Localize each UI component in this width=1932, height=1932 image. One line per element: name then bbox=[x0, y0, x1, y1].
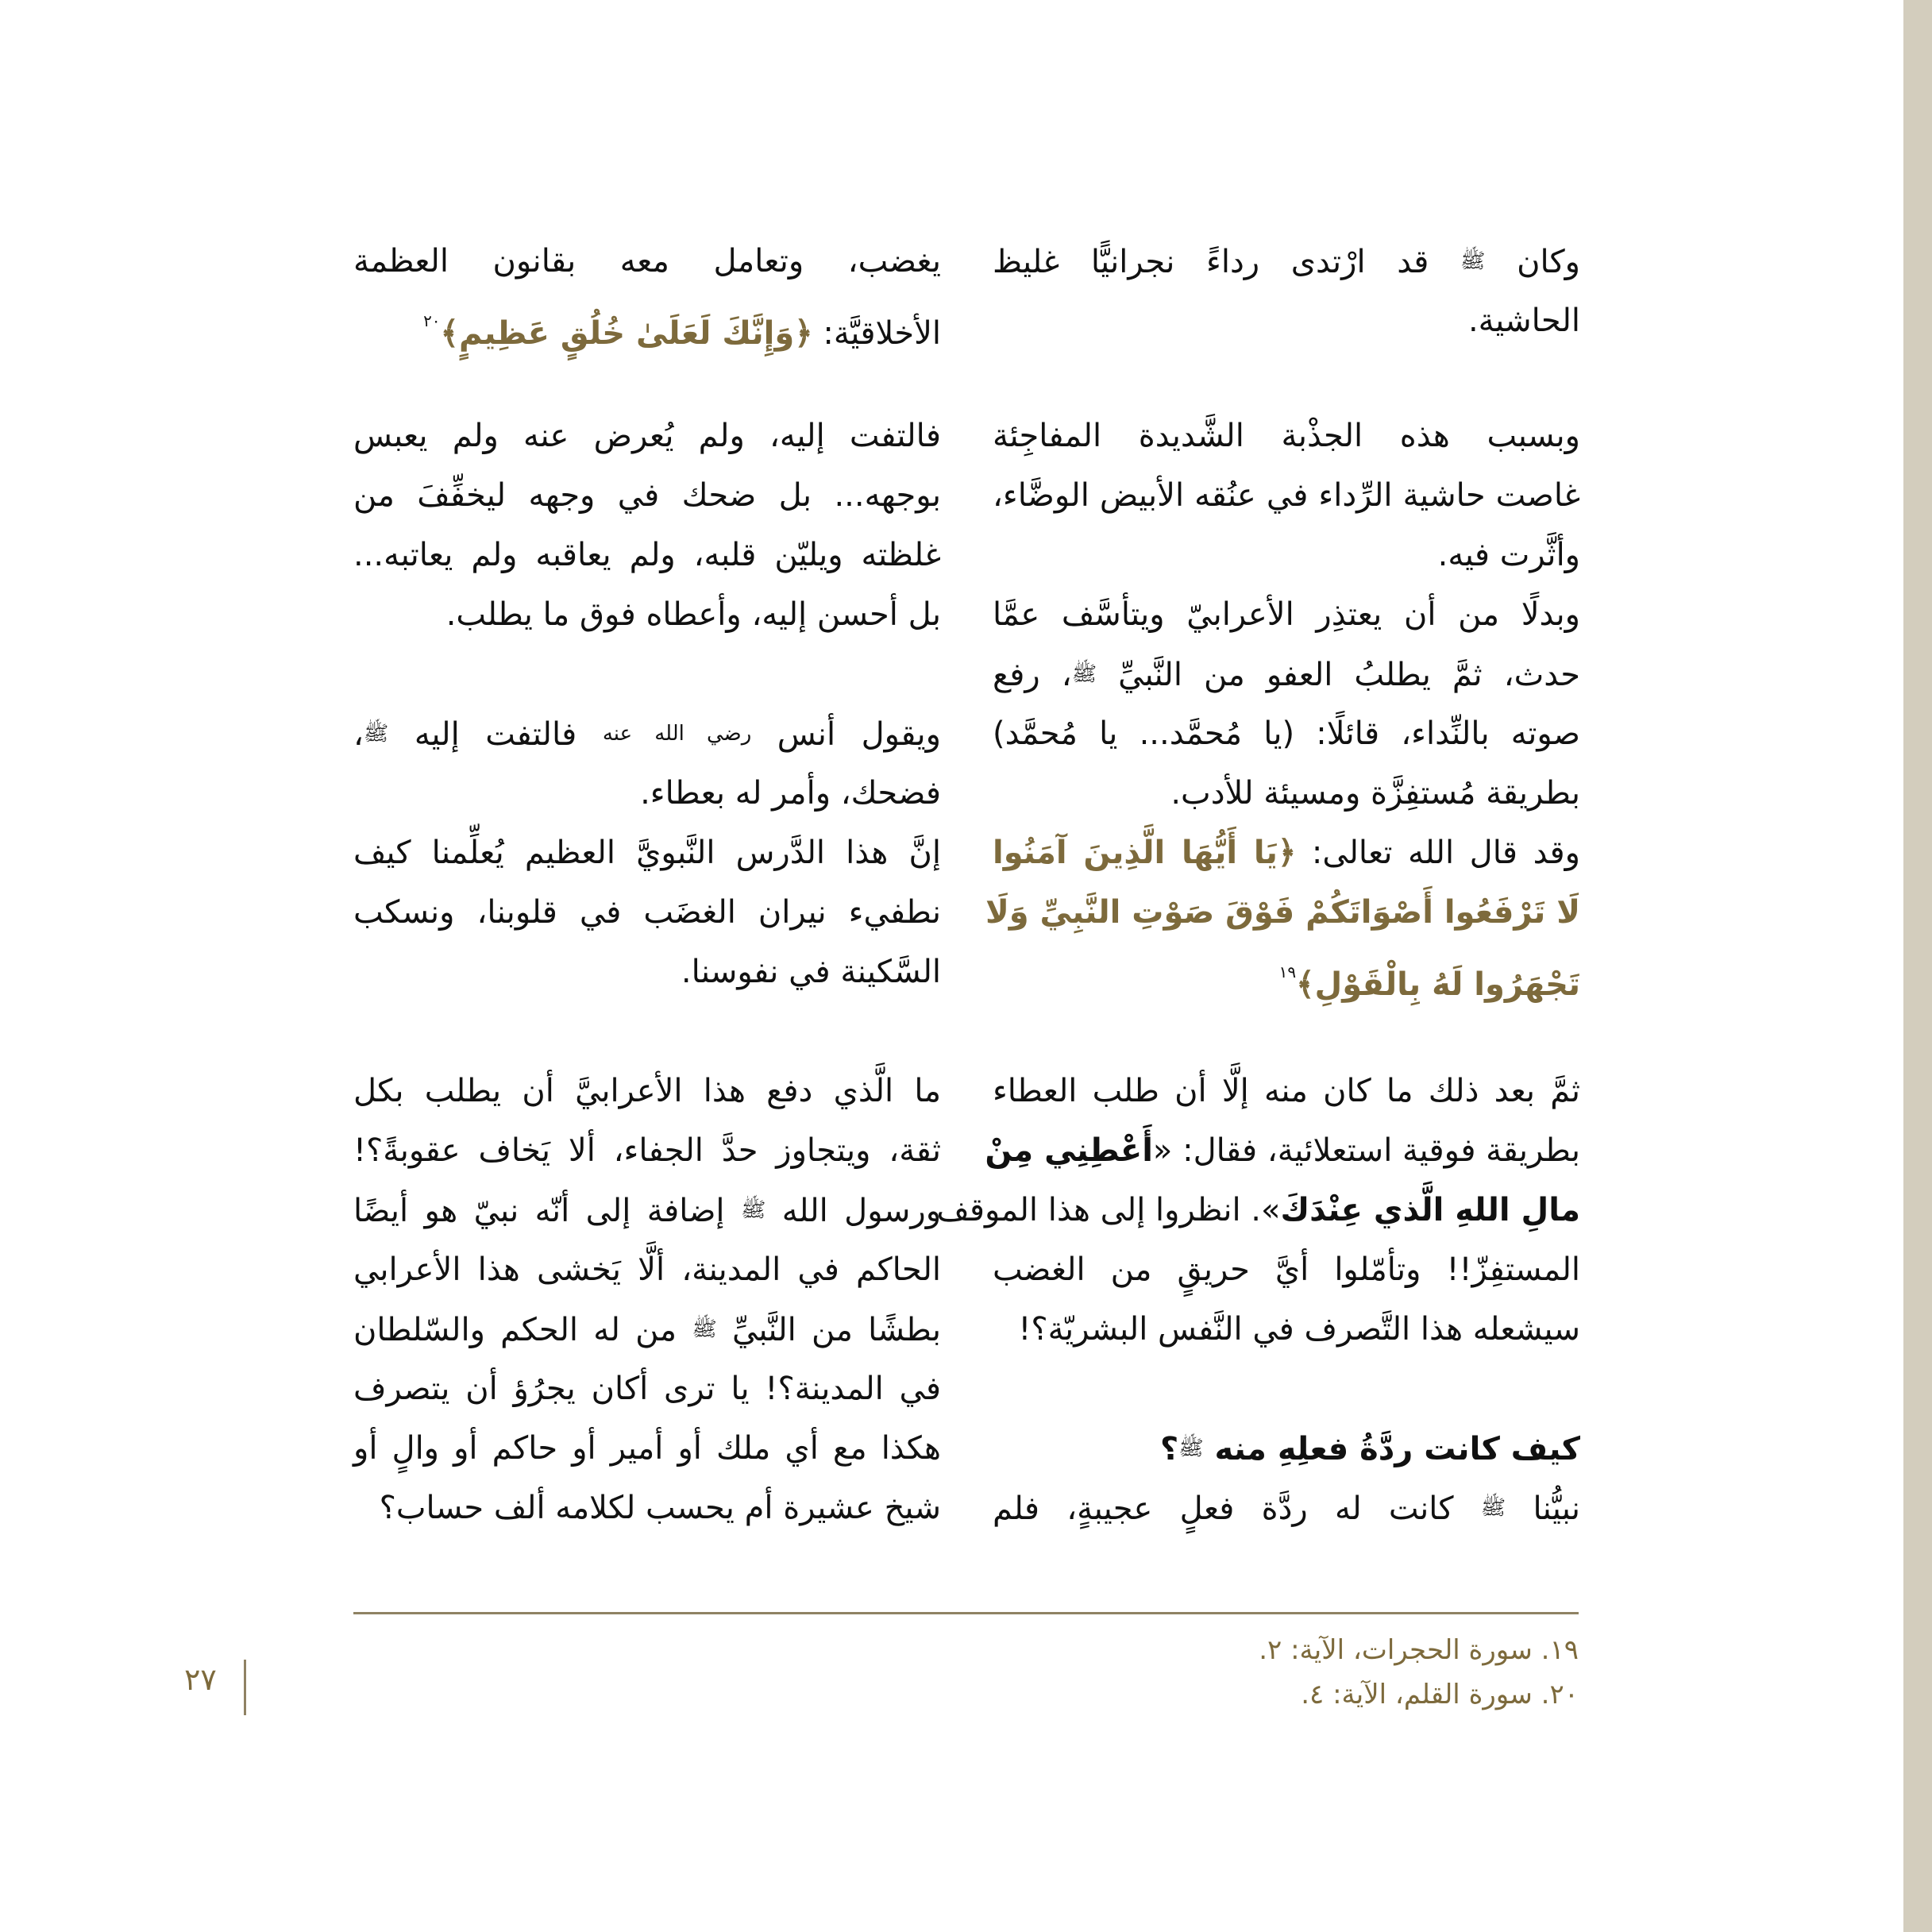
text-segment: نطفيء نيران الغضَب في قلوبنا، ونسكب bbox=[353, 894, 941, 931]
text-line bbox=[993, 1300, 1580, 1359]
text-segment: ويقول أنس bbox=[751, 716, 941, 753]
honorific-ligature-icon: ﷺ bbox=[1178, 1436, 1204, 1460]
honorific-ligature-icon: ﷺ bbox=[1071, 662, 1097, 686]
text-segment: بوجهه... بل ضحك في وجهه ليخفِّفَ من bbox=[353, 477, 941, 514]
text-segment: كانت له ردَّة فعلٍ عجيبةٍ، فلم bbox=[993, 1490, 1481, 1527]
text-line bbox=[993, 407, 1580, 465]
honorific-ligature-icon: ﷺ bbox=[740, 1198, 766, 1222]
text-line bbox=[993, 1419, 1580, 1478]
footnote-19: ١٩. سورة الحجرات، الآية: ٢. bbox=[1259, 1634, 1579, 1666]
text-line bbox=[353, 764, 941, 823]
bold-text: كيف كانت ردَّةُ فعلِهِ منه bbox=[1203, 1431, 1580, 1467]
text-segment: وبدلًا من أن يعتذِر الأعرابيّ ويتأسَّف عمَّا bbox=[993, 596, 1580, 633]
honorific-ligature-icon: ﷺ bbox=[363, 722, 389, 746]
text-segment: سيشعله هذا التَّصرف في النَّفس البشريّة؟! bbox=[1018, 1311, 1580, 1348]
right-column bbox=[936, 0, 1581, 1588]
text-segment: السَّكينة في نفوسنا. bbox=[681, 954, 941, 990]
quran-verse: تَجْهَرُوا لَهُ بِالْقَوْلِ﴾ bbox=[1296, 966, 1580, 1003]
text-line bbox=[353, 1062, 941, 1120]
footnotes bbox=[993, 1628, 1579, 1717]
footnote-marker: ٢٠ bbox=[423, 311, 441, 330]
text-segment: المستفِزّ!! وتأمّلوا أيَّ حريقٍ من الغضب bbox=[993, 1251, 1580, 1288]
text-line bbox=[993, 1479, 1580, 1537]
text-line bbox=[353, 1359, 941, 1418]
text-line bbox=[993, 823, 1580, 882]
text-segment: بطشًا من النَّبيِّ bbox=[716, 1312, 941, 1348]
text-line bbox=[353, 1419, 941, 1478]
text-line bbox=[993, 232, 1580, 291]
text-segment: فضحك، وأمر له بعطاء. bbox=[640, 775, 941, 812]
text-line bbox=[353, 466, 941, 525]
text-line bbox=[993, 704, 1580, 763]
text-segment: إنَّ هذا الدَّرس النَّبويَّ العظيم يُعلِّمنا كيف bbox=[353, 835, 941, 871]
footnote-separator bbox=[353, 1612, 1579, 1614]
text-line bbox=[993, 1240, 1580, 1299]
text-line bbox=[993, 466, 1580, 525]
text-segment: ما الَّذي دفع هذا الأعرابيَّ أن يطلب بكل bbox=[353, 1073, 941, 1109]
text-line bbox=[936, 1181, 1580, 1240]
text-segment: صوته بالنِّداء، قائلًا: (يا مُحمَّد... يا مُحمَّد) bbox=[993, 715, 1580, 752]
text-segment: في المدينة؟! يا ترى أكان يجرُؤ أن يتصرف bbox=[353, 1371, 941, 1407]
page-number-rule bbox=[244, 1660, 246, 1715]
text-segment: بل أحسن إليه، وأعطاه فوق ما يطلب. bbox=[445, 596, 941, 633]
text-line bbox=[353, 526, 941, 584]
text-segment: ثقة، ويتجاوز حدَّ الجفاء، ألا يَخاف عقوبةً؟! bbox=[353, 1132, 941, 1169]
text-segment: إضافة إلى أنّه نبيّ هو أيضًا bbox=[353, 1193, 741, 1229]
text-segment: ». انظروا إلى هذا الموقف bbox=[936, 1192, 1281, 1228]
text-segment: ثمَّ بعد ذلك ما كان منه إلَّا أن طلب العطاء bbox=[993, 1073, 1580, 1109]
text-line bbox=[993, 526, 1580, 584]
text-segment: يغضب، وتعامل معه بقانون العظمة bbox=[353, 243, 941, 280]
text-line bbox=[353, 291, 941, 350]
text-line bbox=[353, 883, 941, 942]
text-line bbox=[353, 585, 941, 644]
text-segment: الحاكم في المدينة، ألَّا يَخشى هذا الأعرابي bbox=[353, 1251, 941, 1288]
quran-verse: ﴿يَا أَيُّهَا الَّذِينَ آمَنُوا bbox=[993, 835, 1297, 871]
text-line bbox=[985, 883, 1580, 942]
honorific-ligature-icon: ﷺ bbox=[1480, 1496, 1506, 1520]
text-segment: ، رفع bbox=[993, 657, 1072, 693]
left-column bbox=[353, 0, 941, 1588]
text-segment: من له الحكم والسّلطان bbox=[353, 1312, 692, 1348]
honorific-ligature-icon: ﷺ bbox=[692, 1317, 717, 1341]
page-number: ٢٧ bbox=[184, 1662, 217, 1697]
text-line bbox=[353, 704, 941, 763]
text-line bbox=[993, 764, 1580, 823]
text-segment: وأثَّرت فيه. bbox=[1437, 537, 1580, 573]
text-segment: نبيُّنا bbox=[1506, 1490, 1581, 1527]
page-edge-band bbox=[1903, 0, 1932, 1932]
text-segment: فالتفت إليه، ولم يُعرض عنه ولم يعبس bbox=[353, 418, 941, 454]
text-segment: فالتفت إليه bbox=[388, 716, 603, 753]
footnote-marker: ١٩ bbox=[1278, 962, 1297, 981]
bold-text: أَعْطِنِي مِنْ bbox=[985, 1132, 1153, 1169]
text-line bbox=[985, 1121, 1580, 1180]
text-segment: وقد قال الله تعالى: bbox=[1296, 835, 1580, 871]
honorific-ligature-icon: ﷺ bbox=[1460, 249, 1486, 273]
bold-text: ؟ bbox=[1160, 1431, 1179, 1467]
text-segment: غلظته ويليّن قلبه، ولم يعاقبه ولم يعاتبه... bbox=[353, 537, 941, 573]
text-line bbox=[353, 232, 941, 291]
text-segment: ، bbox=[353, 716, 364, 753]
text-segment: شيخ عشيرة أم يحسب لكلامه ألف حساب؟ bbox=[379, 1490, 941, 1526]
text-segment: ورسول الله bbox=[765, 1193, 942, 1229]
text-segment: بطريقة مُستفِزَّة ومسيئة للأدب. bbox=[1170, 775, 1580, 812]
text-segment: الأخلاقيَّة: bbox=[812, 315, 941, 352]
text-segment: بطريقة فوقية استعلائية، فقال: « bbox=[1152, 1132, 1580, 1169]
text-line bbox=[353, 407, 941, 465]
bold-text: مالِ اللهِ الَّذي عِنْدَكَ bbox=[1280, 1192, 1580, 1228]
text-line bbox=[993, 943, 1580, 1001]
text-segment: وكان bbox=[1485, 244, 1580, 280]
text-line bbox=[993, 291, 1580, 350]
text-line bbox=[353, 1479, 941, 1537]
quran-verse: ﴿وَإِنَّكَ لَعَلَىٰ خُلُقٍ عَظِيمٍ﴾ bbox=[440, 315, 813, 352]
quran-verse: لَا تَرْفَعُوا أَصْوَاتَكُمْ فَوْقَ صَوْتِ النَّبِيِّ وَلَا bbox=[985, 894, 1580, 931]
text-line bbox=[353, 1121, 941, 1180]
text-line bbox=[353, 1181, 941, 1240]
text-line bbox=[993, 585, 1580, 644]
footnote-20: ٢٠. سورة القلم، الآية: ٤. bbox=[1301, 1679, 1579, 1710]
text-line bbox=[353, 823, 941, 882]
text-line bbox=[993, 1062, 1580, 1120]
text-line bbox=[993, 645, 1580, 704]
honorific-ligature-icon: رضي الله عنه bbox=[602, 722, 752, 746]
text-segment: الحاشية. bbox=[1467, 303, 1580, 339]
text-segment: غاصت حاشية الرِّداء في عنُقه الأبيض الوضَّاء، bbox=[993, 477, 1580, 514]
text-segment: قد ارْتدى رداءً نجرانيًّا غليظ bbox=[993, 244, 1460, 280]
text-segment: هكذا مع أي ملك أو أمير أو حاكم أو والٍ أو bbox=[353, 1430, 941, 1467]
text-line bbox=[353, 1300, 941, 1359]
text-line bbox=[353, 943, 941, 1001]
text-line bbox=[353, 1240, 941, 1299]
text-segment: وبسبب هذه الجذْبة الشَّديدة المفاجِئة bbox=[993, 418, 1580, 454]
text-segment: حدث، ثمَّ يطلبُ العفو من النَّبيِّ bbox=[1097, 657, 1581, 693]
